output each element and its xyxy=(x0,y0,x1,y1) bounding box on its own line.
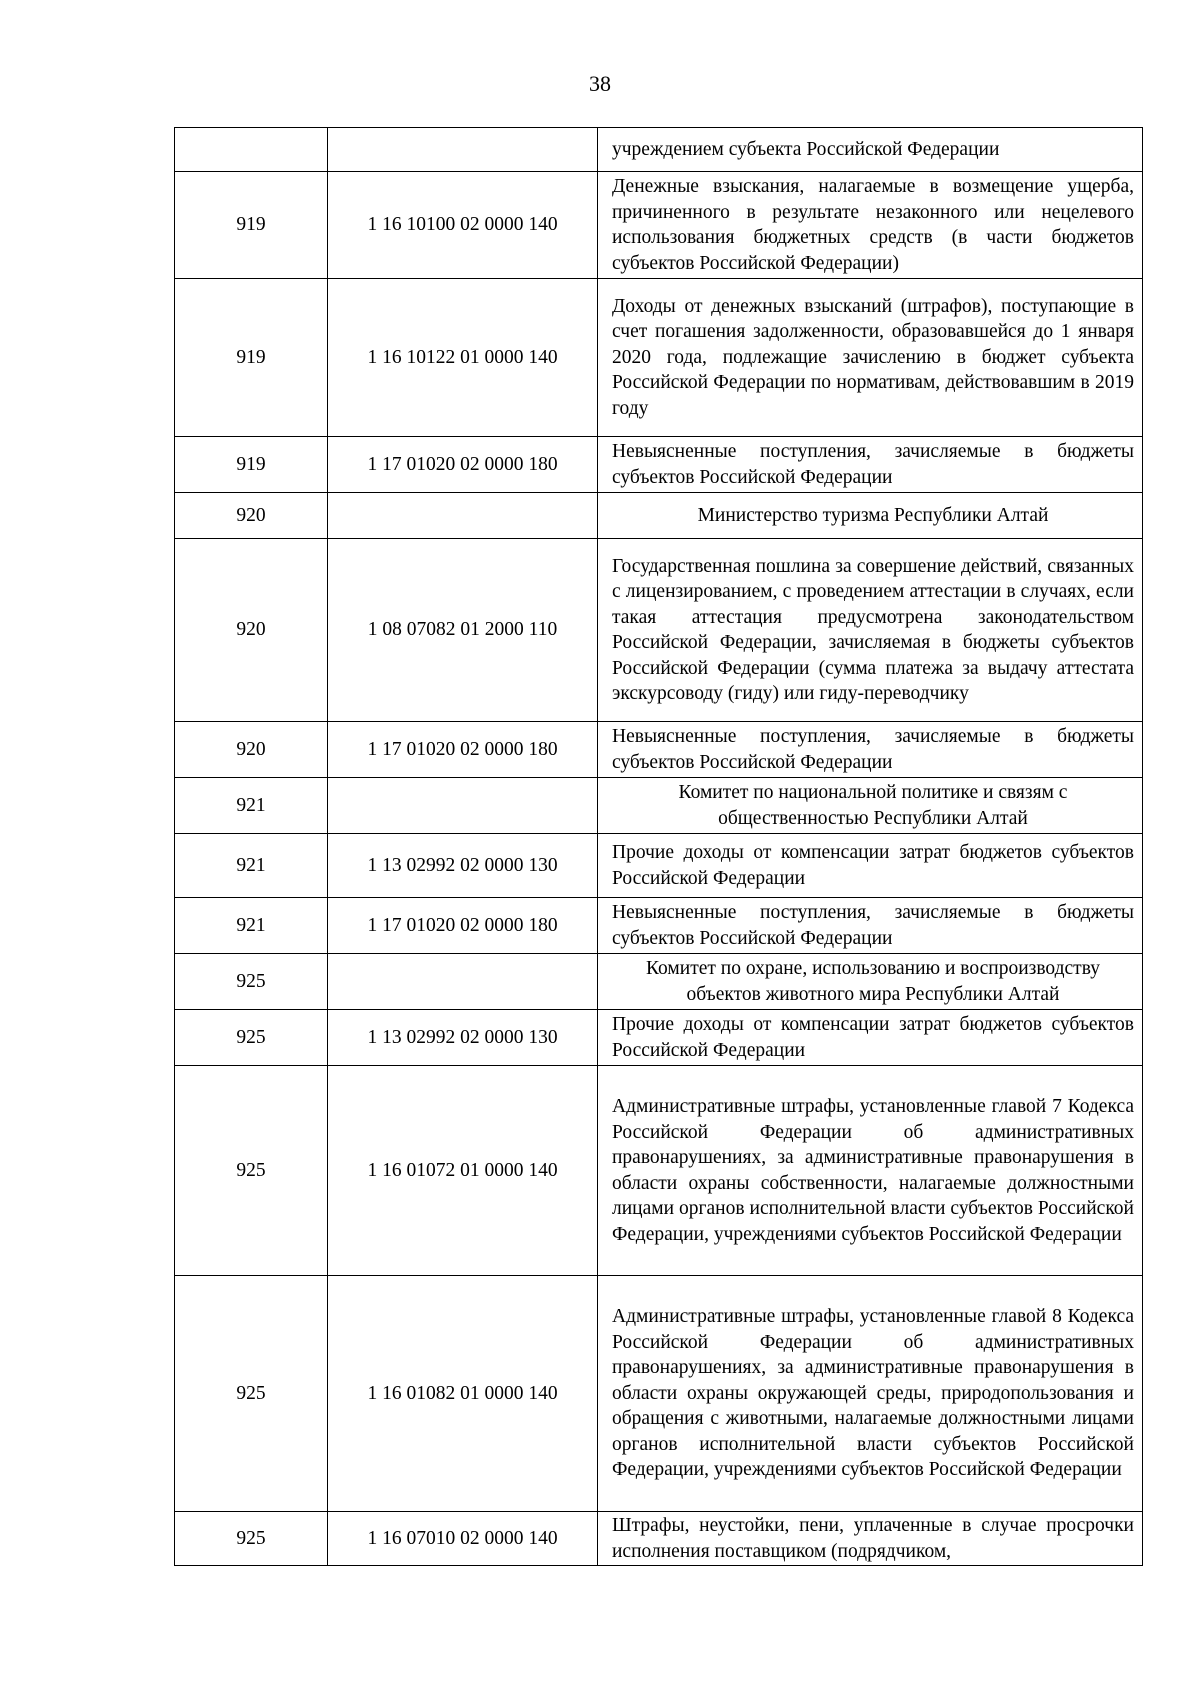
revenue-code-cell: 1 16 07010 02 0000 140 xyxy=(328,1512,598,1566)
revenue-description-cell xyxy=(598,279,1143,437)
agency-heading-text: Комитет по национальной политике и связям с общественностью Республики Алтай xyxy=(678,782,1068,829)
revenue-description-cell xyxy=(598,722,1143,778)
table-row xyxy=(175,954,1143,1010)
agency-heading-text: Министерство туризма Республики Алтай xyxy=(697,504,1049,526)
revenue-description-cell xyxy=(598,539,1143,722)
table-row xyxy=(175,128,1143,172)
revenue-code-cell: 1 16 10100 02 0000 140 xyxy=(328,172,598,279)
revenue-description-text: Прочие доходы от компенсации затрат бюджетов субъектов Российской Федерации xyxy=(612,1014,1134,1061)
table-row xyxy=(175,1276,1143,1512)
revenue-description-cell xyxy=(598,1512,1143,1566)
revenue-description-text: Доходы от денежных взысканий (штрафов), поступающие в счет погашения задолженности, образовавшейся до 1 января 2020 года, подлежащие зачислению в бюджет субъекта Российской Федерации по нормативам, действовавшим в 2019 году xyxy=(612,295,1134,419)
revenue-description-text: Невыясненные поступления, зачисляемые в бюджеты субъектов Российской Федерации xyxy=(612,902,1134,949)
revenue-description-text: Государственная пошлина за совершение действий, связанных с лицензированием, с проведением аттестации в случаях, если такая аттестация предусмотрена законодательством Российской Федерации, зачисляемая в бюджеты субъектов Российской Федерации (сумма платежа за выдачу аттестата экскурсоводу (гиду) или гиду-переводчику xyxy=(612,555,1134,704)
table-row xyxy=(175,1512,1143,1566)
admin-code-cell: 920 xyxy=(175,539,328,722)
revenue-description-cell xyxy=(598,1276,1143,1512)
revenue-code-cell: 1 13 02992 02 0000 130 xyxy=(328,834,598,898)
agency-heading-cell xyxy=(598,493,1143,539)
revenue-code-cell: 1 17 01020 02 0000 180 xyxy=(328,437,598,493)
admin-code-cell: 919 xyxy=(175,437,328,493)
revenue-code-cell xyxy=(328,954,598,1010)
revenue-code-cell xyxy=(328,128,598,172)
admin-code-cell: 921 xyxy=(175,778,328,834)
table-row xyxy=(175,539,1143,722)
admin-code-cell xyxy=(175,128,328,172)
revenue-description-text: Штрафы, неустойки, пени, уплаченные в случае просрочки исполнения поставщиком (подрядчиком, xyxy=(612,1515,1134,1562)
table-row xyxy=(175,437,1143,493)
revenue-codes-table xyxy=(174,127,1143,1566)
revenue-code-cell xyxy=(328,493,598,539)
revenue-code-cell: 1 16 10122 01 0000 140 xyxy=(328,279,598,437)
revenue-code-cell: 1 17 01020 02 0000 180 xyxy=(328,898,598,954)
revenue-code-cell: 1 16 01082 01 0000 140 xyxy=(328,1276,598,1512)
revenue-code-cell: 1 17 01020 02 0000 180 xyxy=(328,722,598,778)
revenue-description-cell xyxy=(598,1066,1143,1276)
table-row xyxy=(175,834,1143,898)
admin-code-cell: 925 xyxy=(175,1010,328,1066)
admin-code-cell: 925 xyxy=(175,954,328,1010)
page-number: 38 xyxy=(589,71,611,96)
revenue-code-cell: 1 13 02992 02 0000 130 xyxy=(328,1010,598,1066)
admin-code-cell: 921 xyxy=(175,834,328,898)
revenue-description-text: Административные штрафы, установленные главой 8 Кодекса Российской Федерации об административных правонарушениях, за административные правонарушения в области охраны окружающей среды, природопользования и обращения с животными, налагаемые должностными лицами органов исполнительной власти субъектов Российской Федерации, учреждениями субъектов Российской Федерации xyxy=(612,1306,1134,1481)
table-row xyxy=(175,898,1143,954)
agency-heading-cell xyxy=(598,778,1143,834)
admin-code-cell: 919 xyxy=(175,279,328,437)
table-row xyxy=(175,279,1143,437)
admin-code-cell: 925 xyxy=(175,1512,328,1566)
revenue-description-cell xyxy=(598,128,1143,172)
revenue-description-cell xyxy=(598,898,1143,954)
revenue-description-cell xyxy=(598,1010,1143,1066)
admin-code-cell: 925 xyxy=(175,1066,328,1276)
table-row xyxy=(175,493,1143,539)
revenue-description-text: Невыясненные поступления, зачисляемые в бюджеты субъектов Российской Федерации xyxy=(612,726,1134,773)
admin-code-cell: 921 xyxy=(175,898,328,954)
revenue-description-text: учреждением субъекта Российской Федерации xyxy=(612,138,1000,160)
admin-code-cell: 925 xyxy=(175,1276,328,1512)
revenue-description-text: Невыясненные поступления, зачисляемые в бюджеты субъектов Российской Федерации xyxy=(612,441,1134,488)
revenue-description-text: Денежные взыскания, налагаемые в возмещение ущерба, причиненного в результате незаконного или нецелевого использования бюджетных средств (в части бюджетов субъектов Российской Федерации) xyxy=(612,176,1134,274)
admin-code-cell: 920 xyxy=(175,493,328,539)
table-row xyxy=(175,722,1143,778)
table-row xyxy=(175,1066,1143,1276)
revenue-code-cell: 1 08 07082 01 2000 110 xyxy=(328,539,598,722)
revenue-description-cell xyxy=(598,437,1143,493)
revenue-description-text: Прочие доходы от компенсации затрат бюджетов субъектов Российской Федерации xyxy=(612,842,1134,889)
table-row xyxy=(175,1010,1143,1066)
admin-code-cell: 920 xyxy=(175,722,328,778)
revenue-code-cell: 1 16 01072 01 0000 140 xyxy=(328,1066,598,1276)
table-row xyxy=(175,778,1143,834)
agency-heading-cell xyxy=(598,954,1143,1010)
revenue-description-cell xyxy=(598,172,1143,279)
revenue-description-cell xyxy=(598,834,1143,898)
table-row xyxy=(175,172,1143,279)
agency-heading-text: Комитет по охране, использованию и воспроизводству объектов животного мира Республики Алтай xyxy=(646,958,1100,1005)
admin-code-cell: 919 xyxy=(175,172,328,279)
revenue-description-text: Административные штрафы, установленные главой 7 Кодекса Российской Федерации об административных правонарушениях, за административные правонарушения в области охраны собственности, налагаемые должностными лицами органов исполнительной власти субъектов Российской Федерации, учреждениями субъектов Российской Федерации xyxy=(612,1096,1134,1245)
revenue-code-cell xyxy=(328,778,598,834)
